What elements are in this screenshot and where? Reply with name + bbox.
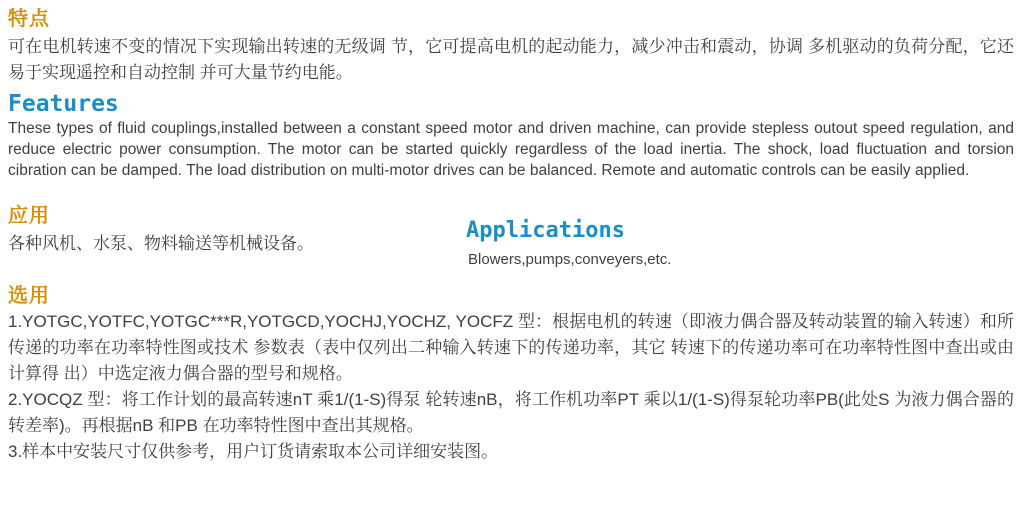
section-applications <box>8 203 1014 273</box>
features-body-cn: 可在电机转速不变的情况下实现输出转速的无级调 节，它可提高电机的起动能力，减少冲击和震动，协调 多机驱动的负荷分配，它还易于实现遥控和自动控制 并可大量节约电能。 <box>8 37 1014 82</box>
section-selection <box>8 283 1014 465</box>
applications-heading-en: Applications <box>466 218 625 243</box>
section-features-cn <box>8 6 1014 86</box>
list-item: 1.YOTGC,YOTFC,YOTGC***R,YOTGCD,YOCHJ,YOCHZ, YOCFZ 型：根据电机的转速（即液力偶合器及转动装置的输入转速）和所传递的功率在功率特性图或技术 参数表（表中仅列出二种输入转速下的传递功率，其它 转速下的传递功率可在功率特性图中查出或由计算得 出）中选定液力偶合器的型号和规格。 <box>8 312 1014 383</box>
section-features-en <box>8 90 1014 181</box>
applications-heading-cn: 应用 <box>8 205 50 227</box>
features-heading-cn: 特点 <box>8 8 50 30</box>
applications-en-block <box>466 217 886 270</box>
features-heading-en: Features <box>8 91 119 117</box>
selection-heading-cn: 选用 <box>8 285 50 307</box>
applications-body-en: Blowers,pumps,conveyers,etc. <box>468 251 672 268</box>
list-item: 3.样本中安装尺寸仅供参考，用户订货请索取本公司详细安装图。 <box>8 442 499 461</box>
features-body-en: These types of fluid couplings,installed between a constant speed motor and driven machine, can provide stepless outout speed regulation, and reduce electric power consumption. The motor can be started quickly regardless of the load inertia. The shock, load fluctuation and torsion cibration can be damped. The load distribution on multi-motor drives can be balanced. Remote and automatic controls can be easily applied. <box>8 120 1014 179</box>
list-item: 2.YOCQZ 型：将工作计划的最高转速nT 乘1/(1-S)得泵 轮转速nB，将工作机功率PT 乘以1/(1-S)得泵轮功率PB(此处S 为液力偶合器的转差率)。再根据nB 和PB 在功率特性图中查出其规格。 <box>8 390 1014 435</box>
applications-body-cn: 各种风机、水泵、物料输送等机械设备。 <box>8 234 314 253</box>
applications-cn-block <box>8 203 448 257</box>
